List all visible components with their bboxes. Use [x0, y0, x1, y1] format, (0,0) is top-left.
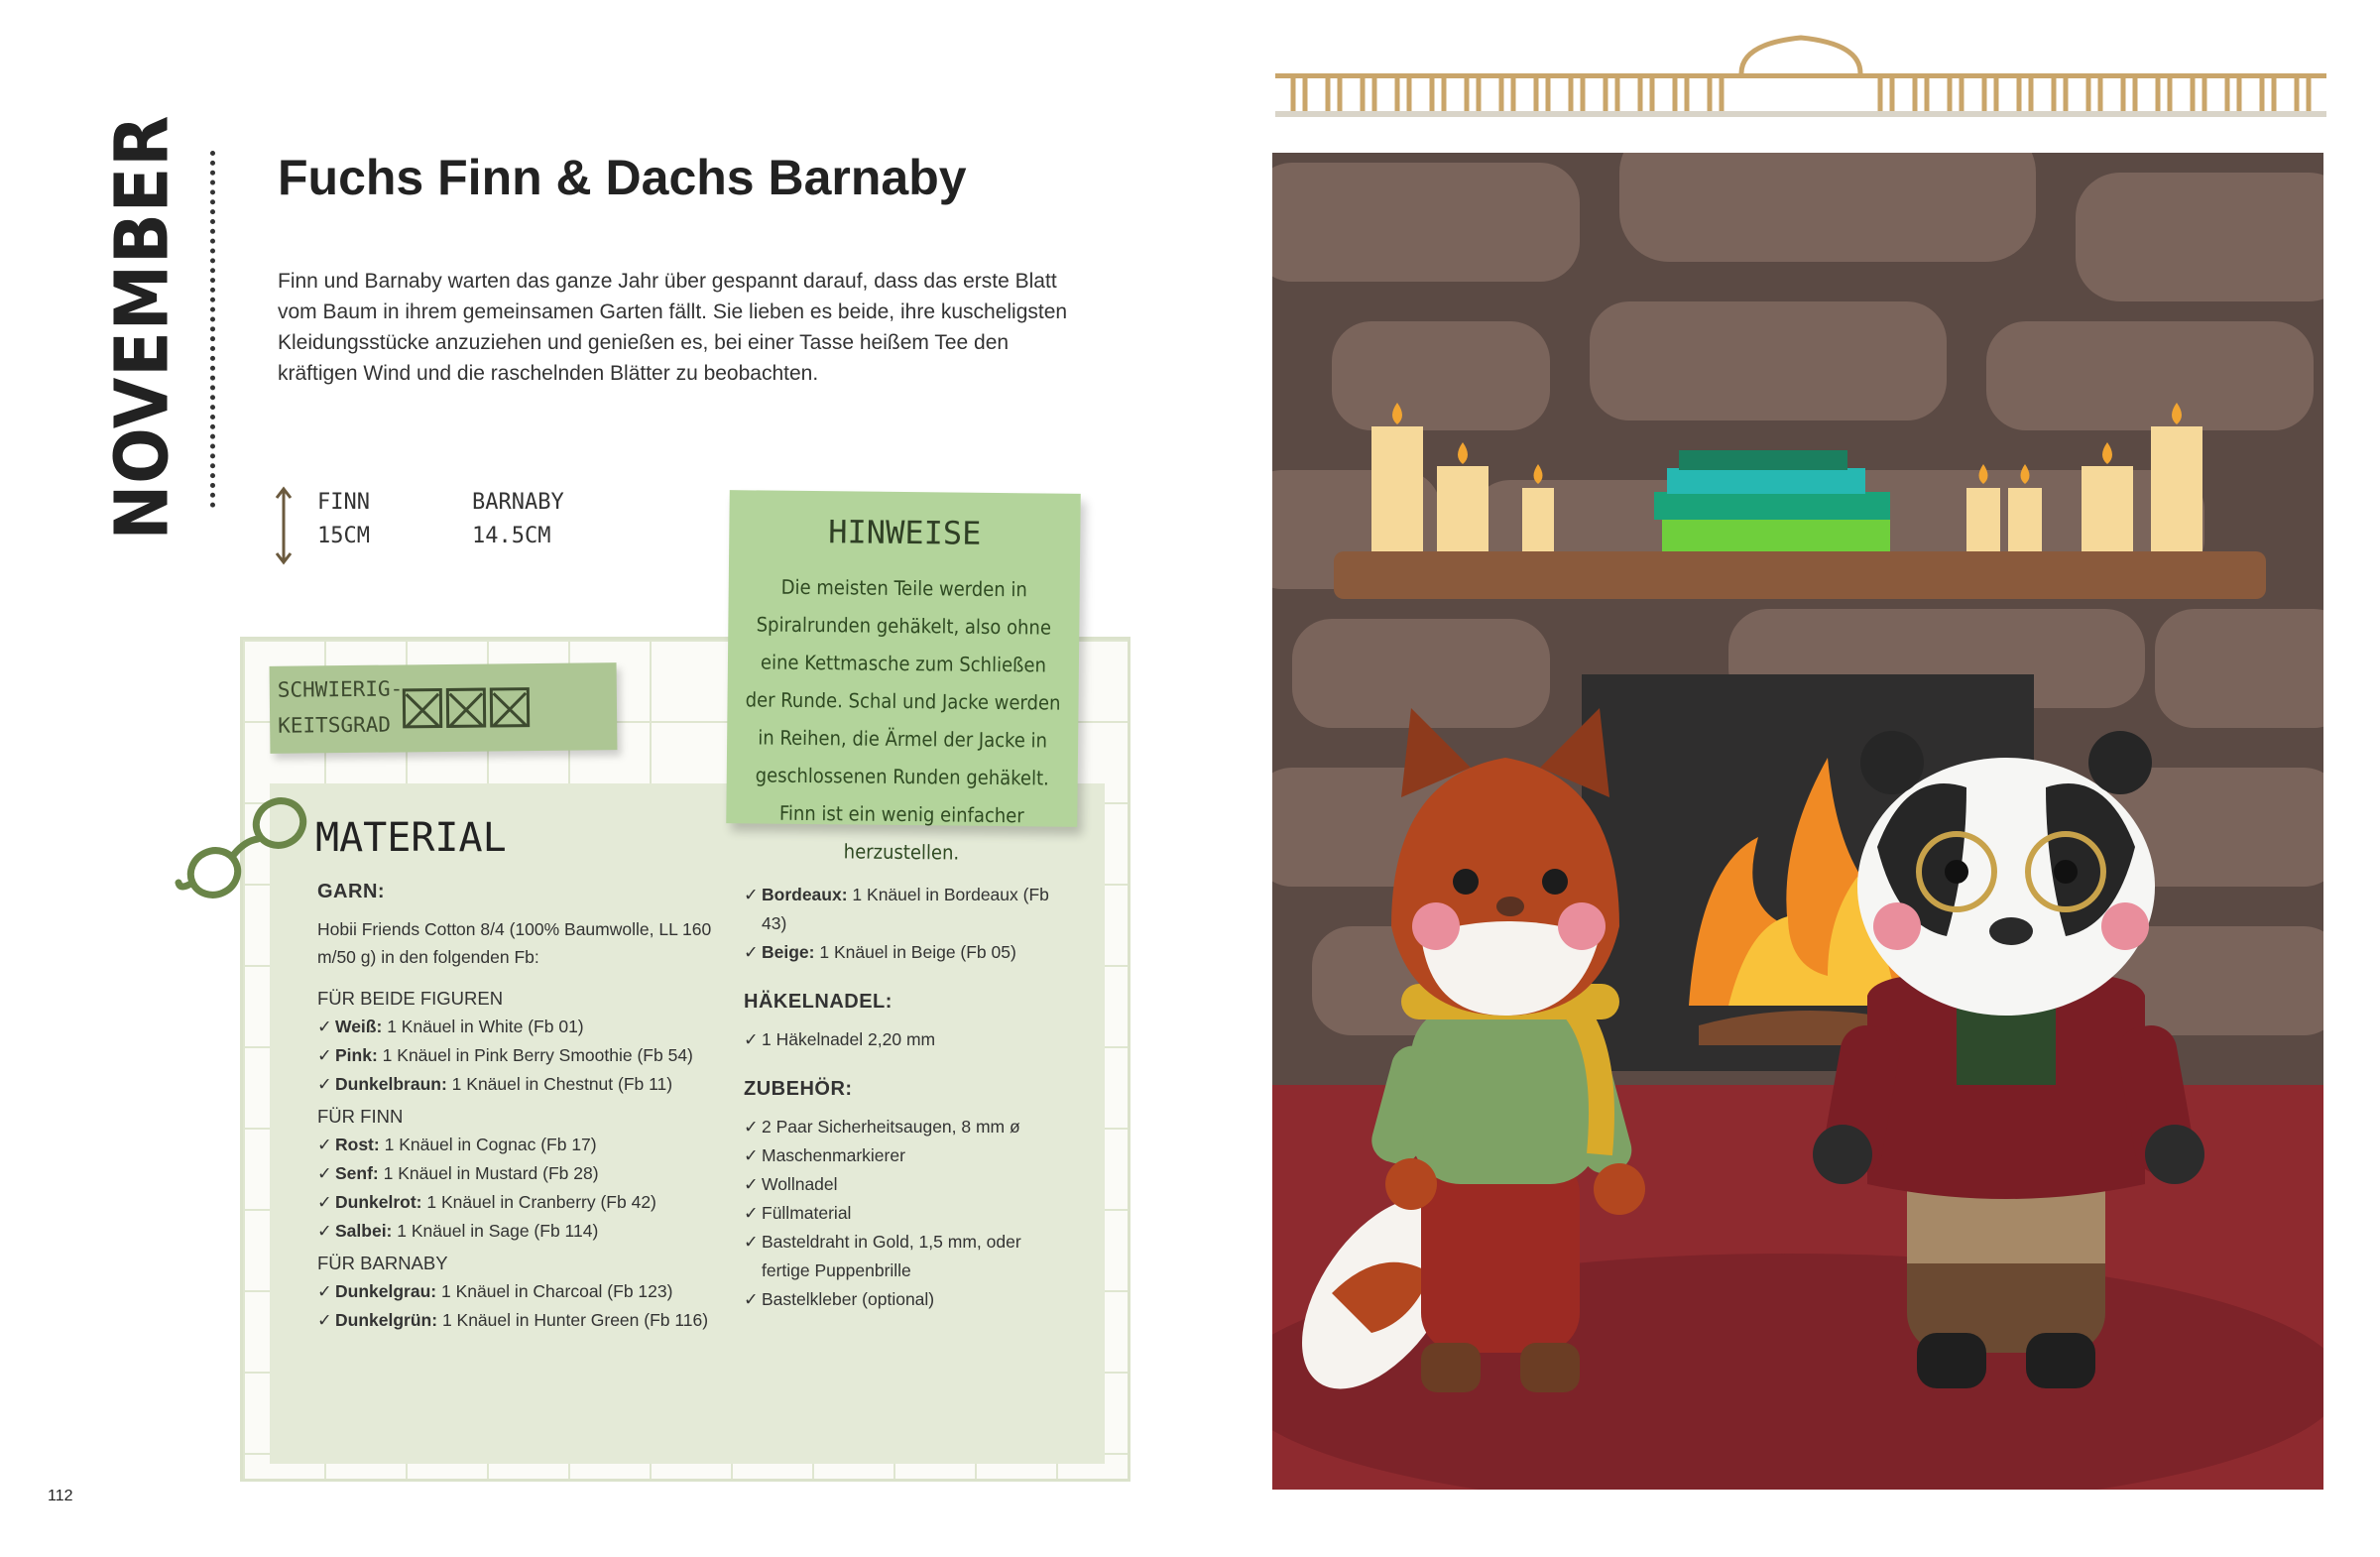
list-item: ✓ Beige: 1 Knäuel in Beige (Fb 05) [744, 938, 1071, 967]
material-left-column [317, 881, 714, 1335]
material-heading: MATERIAL [315, 815, 507, 861]
size-barnaby [472, 486, 564, 553]
difficulty-tag [270, 662, 618, 754]
list-item: ✓ 2 Paar Sicherheitsaugen, 8 mm ø [744, 1113, 1071, 1141]
garn-heading: GARN: [317, 881, 386, 902]
list-item: ✓ Salbei: 1 Knäuel in Sage (Fb 114) [317, 1217, 714, 1246]
material-right-column [744, 881, 1071, 1314]
note-title: HINWEISE [828, 513, 982, 552]
difficulty-label [277, 670, 404, 743]
list-item: ✓ Dunkelrot: 1 Knäuel in Cranberry (Fb 42) [317, 1188, 714, 1217]
list-item: ✓ Maschenmarkierer [744, 1141, 1071, 1170]
difficulty-label-line2: KEITSGRAD [278, 712, 392, 738]
list-item: ✓ Bordeaux: 1 Knäuel in Bordeaux (Fb 43) [744, 881, 1071, 938]
size-barnaby-value: 14.5CM [472, 524, 551, 548]
list-item: ✓ Dunkelgrau: 1 Knäuel in Charcoal (Fb 123) [317, 1277, 714, 1306]
glasses-icon [173, 783, 321, 912]
difficulty-label-line1: SCHWIERIG- [277, 676, 404, 702]
height-arrow-icon [274, 486, 294, 565]
difficulty-boxes [403, 687, 530, 728]
month-heading [83, 114, 202, 540]
size-barnaby-name: BARNABY [472, 490, 564, 515]
list-item: ✓ Weiß: 1 Knäuel in White (Fb 01) [317, 1013, 714, 1041]
size-finn [317, 486, 370, 553]
size-finn-name: FINN [317, 490, 370, 515]
list-item: ✓ 1 Häkelnadel 2,20 mm [744, 1025, 1071, 1054]
fireplace-scene [1272, 153, 2323, 1490]
list-item: ✓ Füllmaterial [744, 1199, 1071, 1228]
note-text: Die meisten Teile werden in Spiralrunden gehäkelt, also ohne eine Kettmasche zum Schließen der Runde. Schal und Jacke werden in Reihen, die Ärmel der Jacke in geschlossenen Runden gehäkelt. Finn ist ein wenig einfacher herzustellen. [745, 574, 1061, 865]
dotted-divider [210, 151, 215, 508]
list-item: ✓ Bastelkleber (optional) [744, 1285, 1071, 1314]
calendar-spiral-icon [1275, 30, 2326, 124]
difficulty-box-checked [446, 688, 486, 728]
size-finn-value: 15CM [317, 524, 370, 548]
hinweise-note [726, 490, 1080, 865]
difficulty-box-checked [403, 688, 442, 728]
hook-heading: HÄKELNADEL: [744, 991, 892, 1013]
difficulty-box-checked [490, 687, 530, 727]
list-item: ✓ Basteldraht in Gold, 1,5 mm, oder fertige Puppenbrille [744, 1228, 1071, 1285]
month-label: NOVEMBER [100, 114, 185, 540]
group-barnaby: FÜR BARNABY [317, 1253, 448, 1273]
list-item: ✓ Rost: 1 Knäuel in Cognac (Fb 17) [317, 1131, 714, 1159]
garn-text: Hobii Friends Cotton 8/4 (100% Baumwolle, LL 160 m/50 g) in den folgenden Fb: [317, 919, 712, 967]
list-item: ✓ Senf: 1 Knäuel in Mustard (Fb 28) [317, 1159, 714, 1188]
page-number: 112 [48, 1488, 73, 1504]
accessories-heading: ZUBEHÖR: [744, 1078, 853, 1100]
calendar-illustration [1272, 153, 2323, 1490]
list-item: ✓ Wollnadel [744, 1170, 1071, 1199]
list-item: ✓ Dunkelgrün: 1 Knäuel in Hunter Green (Fb 116) [317, 1306, 714, 1335]
list-item: ✓ Dunkelbraun: 1 Knäuel in Chestnut (Fb 11) [317, 1070, 714, 1099]
group-both: FÜR BEIDE FIGUREN [317, 988, 504, 1009]
group-finn: FÜR FINN [317, 1106, 404, 1127]
list-item: ✓ Pink: 1 Knäuel in Pink Berry Smoothie (Fb 54) [317, 1041, 714, 1070]
intro-text: Finn und Barnaby warten das ganze Jahr über gespannt darauf, dass das erste Blatt vom Baum in ihrem gemeinsamen Garten fällt. Sie lieben es beide, ihre kuscheligsten Kleidungsstücke anzuziehen und genießen es, bei einer Tasse heißem Tee den kräftigen Wind und die raschelnden Blätter zu beobachten. [278, 270, 1068, 385]
page-title: Fuchs Finn & Dachs Barnaby [278, 150, 967, 205]
